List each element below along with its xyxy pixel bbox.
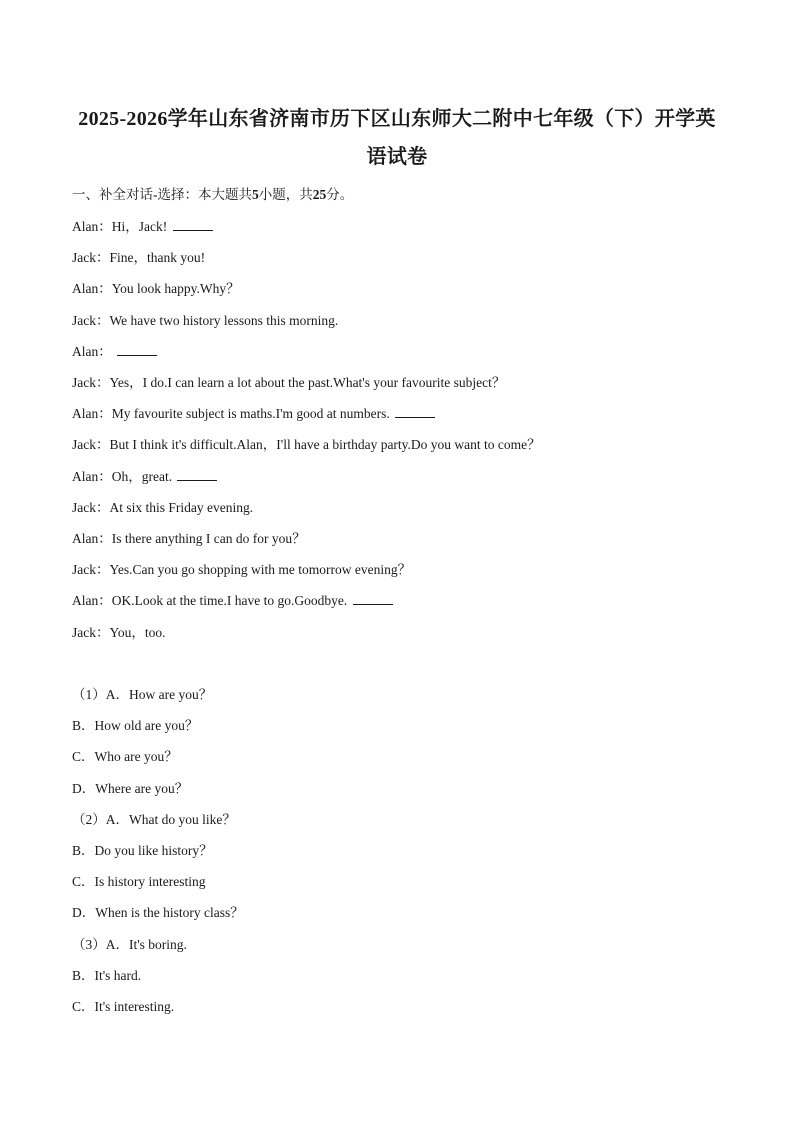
- section-heading-suffix: 分。: [326, 187, 354, 202]
- dialogue-line: [72, 591, 393, 611]
- section-heading: [72, 185, 353, 205]
- speaker-label: Alan：: [72, 531, 112, 546]
- option-line: D．Where are you？: [72, 780, 189, 796]
- speaker-label: Jack：: [72, 250, 110, 266]
- speaker-label: Jack：: [72, 562, 110, 578]
- dialogue-text: [112, 344, 115, 359]
- dialogue-line: [72, 311, 338, 331]
- dialogue-text: At six this Friday evening.: [109, 499, 254, 515]
- option-line: C．Who are you？: [72, 749, 178, 765]
- dialogue-line: [72, 560, 411, 580]
- dialogue-line: [72, 248, 205, 268]
- option-line: （3）A．It's boring.: [72, 936, 187, 952]
- exam-title: 2025-2026学年山东省济南市历下区山东师大二附中七年级（下）开学英语试卷: [78, 108, 716, 168]
- dialogue-line: [72, 279, 240, 299]
- dialogue-text: We have two history lessons this morning.: [109, 312, 339, 328]
- dialogue-line: [72, 435, 541, 455]
- dialogue-line: [72, 623, 166, 643]
- dialogue-text: Fine，thank you!: [109, 250, 206, 266]
- option-line: C．Is history interesting: [72, 874, 206, 890]
- dialogue-line: [72, 404, 435, 424]
- dialogue-text: Yes.Can you go shopping with me tomorrow evening？: [109, 562, 412, 578]
- dialogue-text: Is there anything I can do for you？: [111, 531, 306, 546]
- speaker-label: Alan：: [72, 219, 112, 234]
- section-heading-middle: 小题，共: [258, 187, 313, 202]
- dialogue-line: [72, 342, 157, 362]
- dialogue-text: You look happy.Why？: [111, 281, 240, 297]
- option-line: （1）A．How are you？: [72, 687, 213, 702]
- speaker-label: Alan：: [72, 406, 112, 422]
- speaker-label: Jack：: [72, 624, 110, 640]
- dialogue-line: [72, 217, 213, 237]
- question-count: 5: [252, 187, 259, 202]
- answer-blank[interactable]: [173, 217, 213, 231]
- option-line: B．Do you like history？: [72, 843, 213, 858]
- dialogue-text: OK.Look at the time.I have to go.Goodbye.: [111, 593, 351, 609]
- dialogue-line: [72, 467, 217, 487]
- dialogue-line: [72, 529, 306, 549]
- speaker-label: Alan：: [72, 468, 112, 484]
- points-total: 25: [312, 187, 327, 202]
- speaker-label: Jack：: [72, 312, 110, 328]
- answer-blank[interactable]: [353, 591, 393, 605]
- speaker-label: Alan：: [72, 343, 112, 359]
- answer-blank[interactable]: [395, 404, 435, 418]
- dialogue-line: [72, 498, 253, 518]
- speaker-label: Alan：: [72, 593, 112, 609]
- dialogue-line: [72, 373, 505, 393]
- option-line: D．When is the history class？: [72, 905, 244, 921]
- dialogue-text: My favourite subject is maths.I'm good at numbers.: [111, 406, 394, 422]
- dialogue-text: Hi，Jack!: [111, 219, 171, 234]
- speaker-label: Alan：: [72, 281, 112, 297]
- answer-blank[interactable]: [177, 467, 217, 481]
- dialogue-text: Yes，I do.I can learn a lot about the past.What's your favourite subject？: [109, 375, 506, 390]
- option-line: （2）A．What do you like？: [72, 811, 236, 827]
- dialogue-text: You，too.: [109, 624, 166, 640]
- answer-blank[interactable]: [117, 342, 157, 356]
- dialogue-text: Oh，great.: [111, 468, 176, 484]
- option-line: B．How old are you？: [72, 718, 199, 734]
- speaker-label: Jack：: [72, 437, 110, 453]
- dialogue-text: But I think it's difficult.Alan，I'll have a birthday party.Do you want to come？: [109, 437, 541, 453]
- option-line: B．It's hard.: [72, 967, 142, 983]
- speaker-label: Jack：: [72, 499, 110, 515]
- option-line: C．It's interesting.: [72, 999, 175, 1014]
- section-heading-prefix: 一、补全对话-选择：本大题共: [72, 187, 252, 202]
- speaker-label: Jack：: [72, 375, 110, 390]
